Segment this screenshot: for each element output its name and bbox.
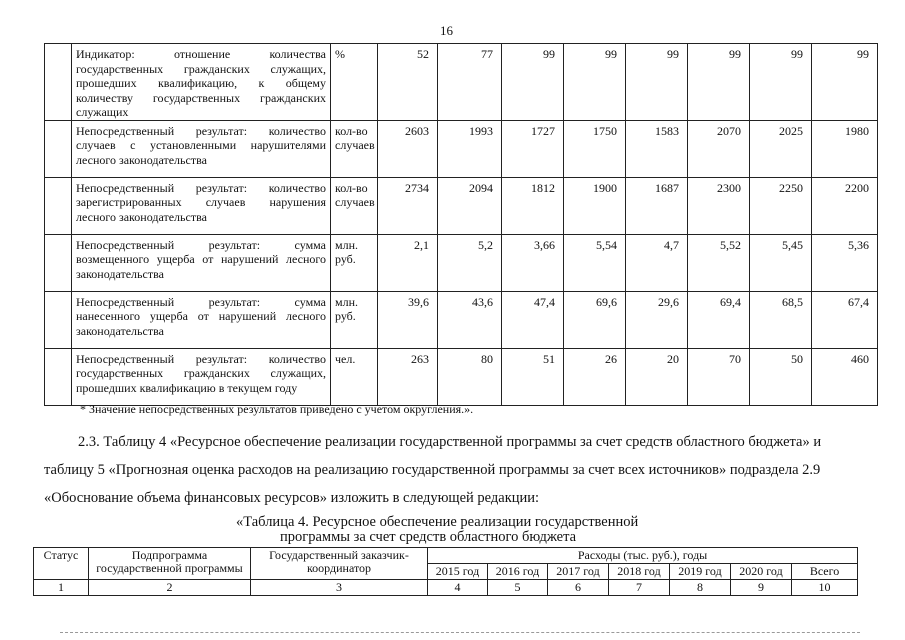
row-index-cell xyxy=(45,291,72,348)
indicator-value: 99 xyxy=(626,44,688,121)
header-subprogram: Подпрограмма государственной программы xyxy=(89,548,251,580)
indicator-value: 1900 xyxy=(564,177,626,234)
page-number: 16 xyxy=(440,23,453,38)
table4-caption-line-1: «Таблица 4. Ресурсное обеспечение реализации государственной xyxy=(236,514,639,530)
indicator-value: 29,6 xyxy=(626,291,688,348)
indicator-value: 47,4 xyxy=(502,291,564,348)
header-year: 2019 год xyxy=(670,564,731,580)
indicator-value: 99 xyxy=(750,44,812,121)
indicator-value: 68,5 xyxy=(750,291,812,348)
row-index-cell xyxy=(45,177,72,234)
indicator-value: 5,45 xyxy=(750,234,812,291)
column-number: 4 xyxy=(428,580,488,596)
indicator-unit: % xyxy=(331,44,378,121)
indicator-value: 1727 xyxy=(502,120,564,177)
indicator-value: 5,52 xyxy=(688,234,750,291)
header-customer: Государственный заказчик-координатор xyxy=(251,548,428,580)
indicator-row xyxy=(45,348,878,405)
indicator-value: 51 xyxy=(502,348,564,405)
column-number: 5 xyxy=(488,580,548,596)
indicator-unit: кол-во случаев xyxy=(331,177,378,234)
indicator-value: 5,54 xyxy=(564,234,626,291)
indicator-value: 80 xyxy=(438,348,502,405)
indicator-value: 1812 xyxy=(502,177,564,234)
paragraph-line-3: «Обоснование объема финансовых ресурсов» изложить в следующей редакции: xyxy=(44,490,540,506)
header-status: Статус xyxy=(34,548,89,580)
indicator-value: 5,2 xyxy=(438,234,502,291)
indicator-value: 2603 xyxy=(378,120,438,177)
indicator-unit: чел. xyxy=(331,348,378,405)
indicator-value: 39,6 xyxy=(378,291,438,348)
indicator-value: 2300 xyxy=(688,177,750,234)
indicator-row xyxy=(45,44,878,121)
header-year: 2018 год xyxy=(609,564,670,580)
indicator-value: 67,4 xyxy=(812,291,878,348)
indicator-value: 99 xyxy=(502,44,564,121)
indicator-value: 3,66 xyxy=(502,234,564,291)
indicator-value: 50 xyxy=(750,348,812,405)
indicator-row xyxy=(45,177,878,234)
indicator-value: 263 xyxy=(378,348,438,405)
indicator-value: 52 xyxy=(378,44,438,121)
indicator-value: 2,1 xyxy=(378,234,438,291)
indicator-value: 43,6 xyxy=(438,291,502,348)
header-expenses: Расходы (тыс. руб.), годы xyxy=(428,548,858,564)
resources-table xyxy=(33,547,905,596)
column-number: 3 xyxy=(251,580,428,596)
indicator-unit: кол-во случаев xyxy=(331,120,378,177)
indicator-unit: млн. руб. xyxy=(331,234,378,291)
indicator-value: 2025 xyxy=(750,120,812,177)
indicator-unit: млн. руб. xyxy=(331,291,378,348)
indicator-value: 2070 xyxy=(688,120,750,177)
table4-caption-line-2: программы за счет средств областного бюджета xyxy=(280,529,577,545)
indicator-value: 5,36 xyxy=(812,234,878,291)
column-number: 9 xyxy=(731,580,792,596)
indicator-value: 99 xyxy=(688,44,750,121)
indicator-row xyxy=(45,291,878,348)
indicator-value: 2094 xyxy=(438,177,502,234)
indicator-value: 70 xyxy=(688,348,750,405)
indicator-value: 2200 xyxy=(812,177,878,234)
header-total: Всего xyxy=(792,564,858,580)
paragraph-line-2: таблицу 5 «Прогнозная оценка расходов на реализацию государственной программы за счет всех источников» подраздела 2.9 xyxy=(44,462,821,478)
indicator-value: 69,6 xyxy=(564,291,626,348)
column-number: 2 xyxy=(89,580,251,596)
indicator-description: Индикатор: отношение количества государственных гражданских служащих, прошедших квалификацию, к общему количеству государственных гражданских служащих xyxy=(72,44,331,121)
indicator-description: Непосредственный результат: количество государственных гражданских служащих, прошедших квалификацию в текущем году xyxy=(72,348,331,405)
indicator-value: 2250 xyxy=(750,177,812,234)
indicator-row xyxy=(45,120,878,177)
indicator-value: 1980 xyxy=(812,120,878,177)
indicator-value: 99 xyxy=(564,44,626,121)
row-index-cell xyxy=(45,44,72,121)
indicator-value: 1583 xyxy=(626,120,688,177)
indicator-value: 2734 xyxy=(378,177,438,234)
indicator-value: 4,7 xyxy=(626,234,688,291)
header-year: 2020 год xyxy=(731,564,792,580)
indicator-value: 1687 xyxy=(626,177,688,234)
indicator-value: 77 xyxy=(438,44,502,121)
row-index-cell xyxy=(45,120,72,177)
indicator-row xyxy=(45,234,878,291)
column-number: 1 xyxy=(34,580,89,596)
indicator-description: Непосредственный результат: сумма нанесенного ущерба от нарушений лесного законодательства xyxy=(72,291,331,348)
column-number: 7 xyxy=(609,580,670,596)
indicators-table xyxy=(44,43,878,406)
indicator-description: Непосредственный результат: количество зарегистрированных случаев нарушения лесного законодательства xyxy=(72,177,331,234)
indicator-value: 1750 xyxy=(564,120,626,177)
header-year: 2016 год xyxy=(488,564,548,580)
paragraph-line-1: 2.3. Таблицу 4 «Ресурсное обеспечение реализации государственной программы за счет средств областного бюджета» и xyxy=(78,434,822,450)
column-number: 8 xyxy=(670,580,731,596)
indicator-value: 26 xyxy=(564,348,626,405)
indicator-value: 20 xyxy=(626,348,688,405)
header-year: 2015 год xyxy=(428,564,488,580)
indicator-description: Непосредственный результат: количество случаев с установленными нарушителями лесного законодательства xyxy=(72,120,331,177)
indicator-value: 460 xyxy=(812,348,878,405)
column-number: 10 xyxy=(792,580,858,596)
indicator-value: 99 xyxy=(812,44,878,121)
indicator-value: 69,4 xyxy=(688,291,750,348)
row-index-cell xyxy=(45,348,72,405)
column-number: 6 xyxy=(548,580,609,596)
row-index-cell xyxy=(45,234,72,291)
header-year: 2017 год xyxy=(548,564,609,580)
indicator-description: Непосредственный результат: сумма возмещенного ущерба от нарушений лесного законодательства xyxy=(72,234,331,291)
indicator-value: 1993 xyxy=(438,120,502,177)
scan-artifact-line xyxy=(60,632,860,634)
footnote: * Значение непосредственных результатов приведено с учетом округления.». xyxy=(80,402,474,416)
